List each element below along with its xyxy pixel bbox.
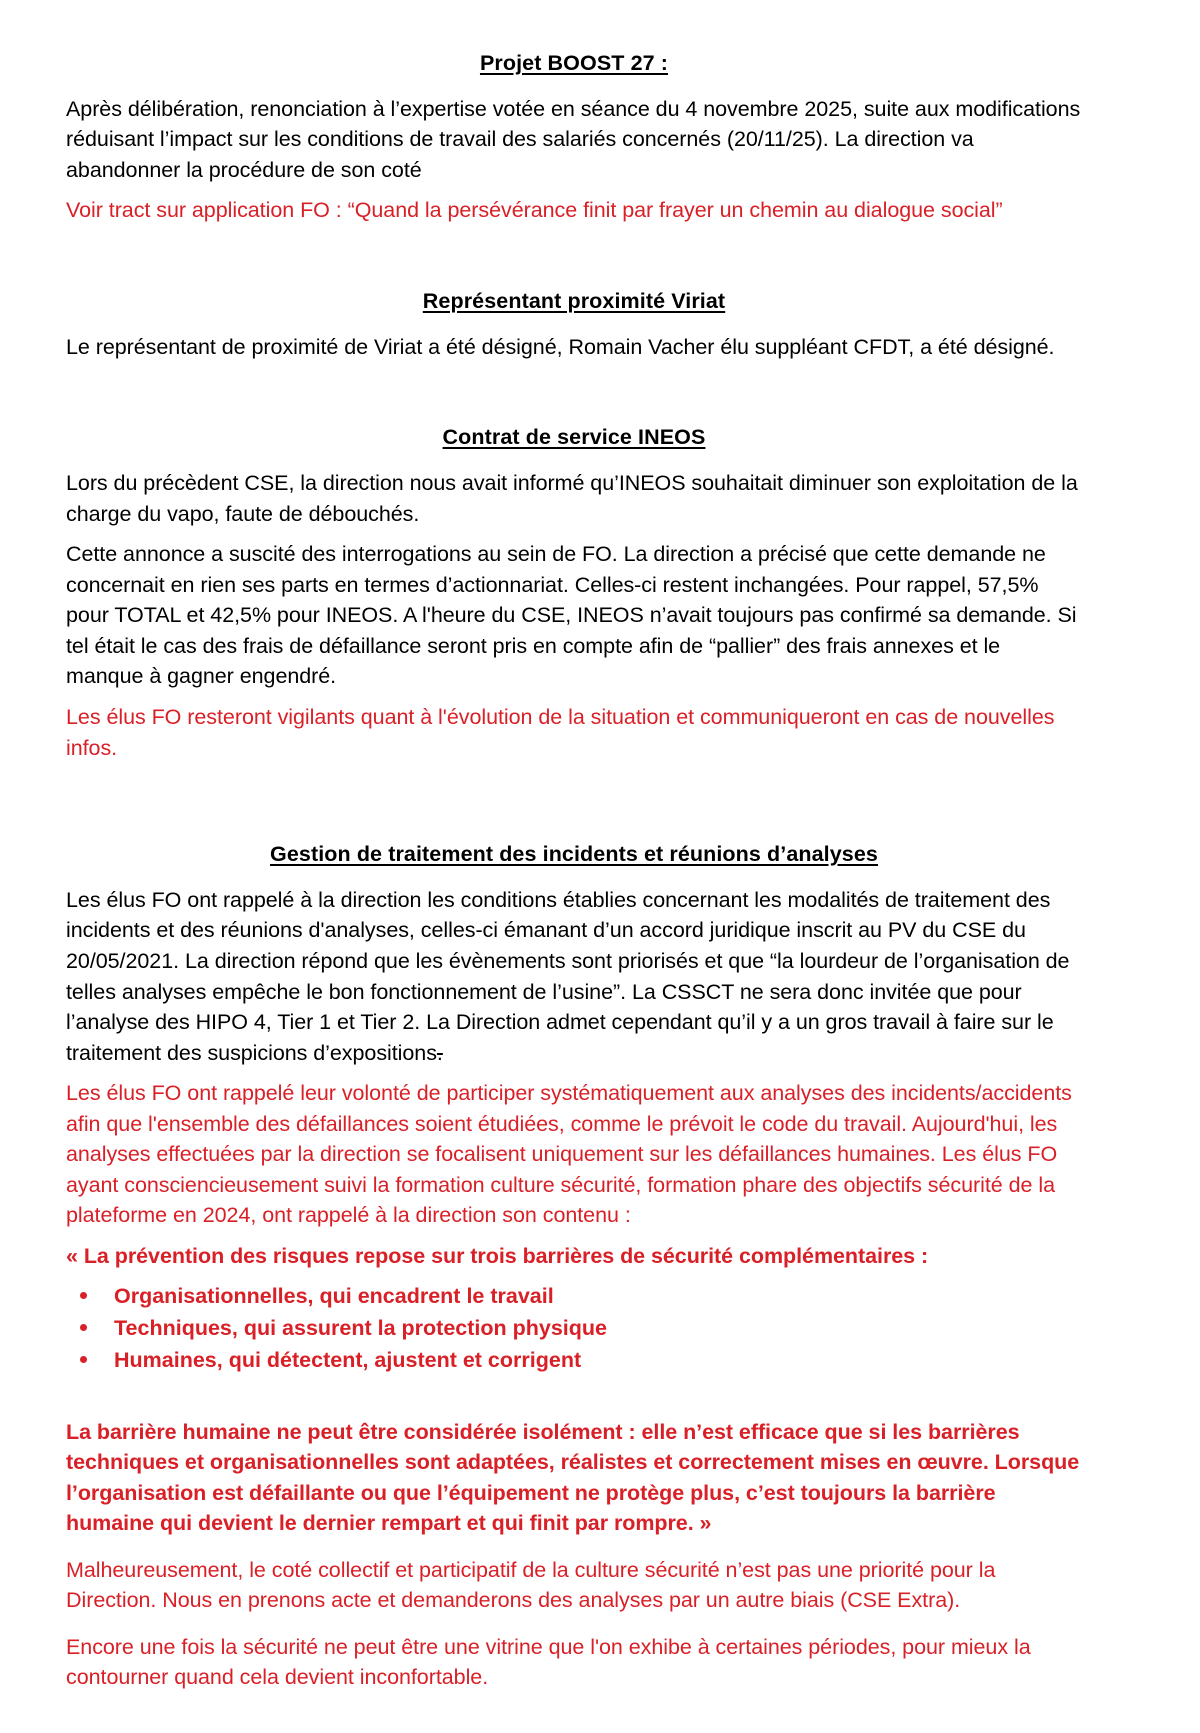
list-item: [66, 1345, 1082, 1377]
paragraph-incidents-conditions: [66, 885, 1082, 1068]
section-heading-ineos-text: Contrat de service INEOS: [442, 425, 706, 450]
section-heading-boost27-text: Projet BOOST 27 :: [479, 51, 669, 75]
paragraph-viriat-designation: Le représentant de proximité de Viriat a été désigné, Romain Vacher élu suppléant CFDT, a été désigné.: [66, 334, 1055, 359]
section-heading-incidents: [66, 841, 1082, 869]
struck-period: .: [436, 1040, 443, 1065]
section-heading-boost27: [66, 50, 1082, 78]
spacer: [66, 815, 1082, 841]
list-item-label: Organisationnelles, qui encadrent le travail: [114, 1284, 554, 1309]
spacer: [66, 78, 1082, 94]
spacer: [66, 362, 1082, 424]
spacer: [66, 316, 1082, 332]
list-item-label: Techniques, qui assurent la protection physique: [114, 1315, 607, 1340]
safety-barriers-list: [66, 1281, 1082, 1376]
quote-intro-prevention: « La prévention des risques repose sur trois barrières de sécurité complémentaires :: [66, 1243, 929, 1268]
list-item-label: Humaines, qui détectent, ajustent et corrigent: [114, 1347, 582, 1372]
spacer: [66, 1616, 1082, 1632]
paragraph-boost27-deliberation: Après délibération, renonciation à l’expertise votée en séance du 4 novembre 2025, suite aux modifications réduisant l’impact sur les conditions de travail des salariés concernés (20/11/25). La direction va abandonner la procédure de son coté: [66, 96, 1081, 182]
paragraph-ineos-fo-vigilance: Les élus FO resteront vigilants quant à l'évolution de la situation et communiqueront en cas de nouvelles infos.: [66, 705, 1055, 760]
spacer: [66, 692, 1082, 702]
spacer: [66, 529, 1082, 539]
spacer: [66, 1271, 1082, 1281]
section-heading-incidents-text: Gestion de traitement des incidents et réunions d’analyses: [270, 842, 878, 867]
spacer: [66, 452, 1082, 468]
spacer: [66, 1068, 1082, 1078]
paragraph-ineos-vapo: Lors du précèdent CSE, la direction nous avait informé qu’INEOS souhaitait diminuer son exploitation de la charge du vapo, faute de débouchés.: [66, 471, 1078, 526]
paragraph-closing-culture-securite: Malheureusement, le coté collectif et participatif de la culture sécurité n’est pas une priorité pour la Direction. Nous en prenons acte et demanderons des analyses par un autre biais (CSE Extra).: [66, 1557, 996, 1613]
spacer: [66, 1377, 1082, 1417]
paragraph-boost27-tract-fo: Voir tract sur application FO : “Quand la persévérance finit par frayer un chemin au dialogue social”: [66, 198, 1003, 223]
paragraph-ineos-actionnariat: Cette annonce a suscité des interrogations au sein de FO. La direction a précisé que cette demande ne concernait en rien ses parts en termes d’actionnariat. Celles-ci restent inchangées. Pour rappel, 57,5% pour TOTAL et 42,5% pour INEOS. A l'heure du CSE, INEOS n’avait toujours pas confirmé sa demande. Si tel était le cas des frais de défaillance seront pris en compte afin de “pallier” des frais annexes et le manque à gagner engendré.: [66, 542, 1077, 689]
paragraph-closing-vitrine: Encore une fois la sécurité ne peut être une vitrine que l'on exhibe à certaines périodes, pour mieux la contourner quand cela devient inconfortable.: [66, 1634, 1031, 1690]
paragraph-incidents-fo-volonte: Les élus FO ont rappelé leur volonté de participer systématiquement aux analyses des incidents/accidents afin que l'ensemble des défaillances soient étudiées, comme le prévoit le code du travail. Aujourd'hui, les analyses effectuées par la direction se focalisent uniquement sur les défaillances humaines. Les élus FO ayant consciencieusement suivi la formation culture sécurité, formation phare des objectifs sécurité de la plateforme en 2024, ont rappelé à la direction son contenu :: [66, 1081, 1072, 1228]
paragraph-incidents-conditions-text: Les élus FO ont rappelé à la direction les conditions établies concernant les modalités de traitement des incidents et des réunions d'analyses, celles-ci émanant d’un accord juridique inscrit au PV du CSE du 20/05/2021. La direction répond que les évènements sont priorisés et que “la lourdeur de l’organisation de telles analyses empêche le bon fonctionnement de l’usine”. La CSSCT ne sera donc invitée que pour l’analyse des HIPO 4, Tier 1 et Tier 2. La Direction admet cependant qu’il y a un gros travail à faire sur le traitement des suspicions d’expositions: [66, 887, 1070, 1065]
quote-body-barriere-humaine: La barrière humaine ne peut être considérée isolément : elle n’est efficace que si les barrières techniques et organisationnelles sont adaptées, réalistes et correctement mises en œuvre. Lorsque l’organisation est défaillante ou que l’équipement ne protège plus, c’est toujours la barrière humaine qui devient le dernier rempart et qui finit par rompre. »: [66, 1419, 1080, 1536]
list-item: [66, 1313, 1082, 1345]
bullet-dot-icon: [80, 1324, 87, 1331]
spacer: [66, 1231, 1082, 1241]
section-heading-viriat-text: Représentant proximité Viriat: [422, 289, 726, 313]
bullet-dot-icon: [80, 1356, 87, 1363]
spacer: [66, 869, 1082, 885]
spacer: [66, 185, 1082, 195]
spacer: [66, 226, 1082, 288]
section-heading-ineos: [66, 424, 1082, 452]
spacer: [66, 763, 1082, 815]
list-item: [66, 1281, 1082, 1313]
bullet-dot-icon: [80, 1292, 87, 1299]
spacer: [66, 1539, 1082, 1555]
section-heading-viriat: [66, 288, 1082, 316]
